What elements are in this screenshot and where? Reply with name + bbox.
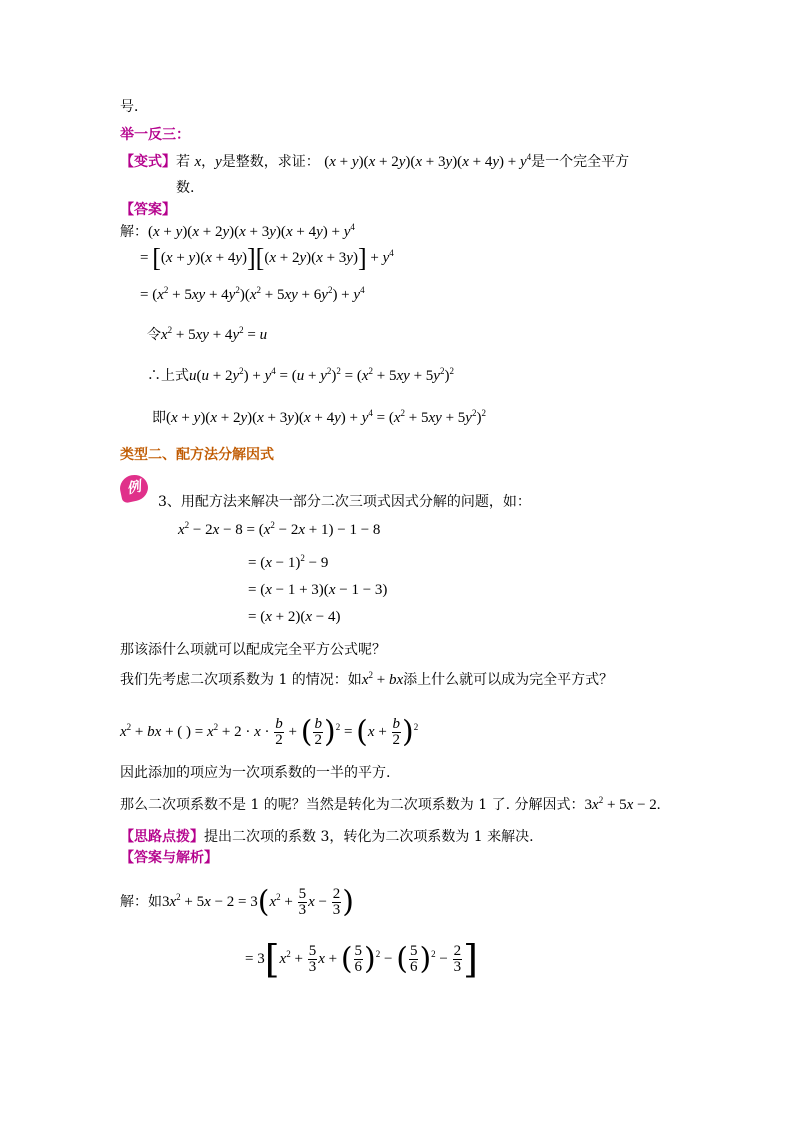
variant-text: 若 <box>176 154 190 170</box>
section-label: 举一反三： <box>120 127 190 143</box>
consider-text-end: 添上什么就可以成为完全平方式？ <box>403 672 614 688</box>
ie-text: 即 <box>152 410 166 426</box>
question-line: 那该添什么项就可以配成完全平方公式呢？ <box>120 642 386 658</box>
hint-tag: 【思路点拨】 <box>120 829 204 845</box>
variant-continuation: 数. <box>176 180 195 196</box>
variant-tag: 【变式】 <box>120 154 176 170</box>
hint-line <box>120 827 534 847</box>
solution-line-3: = $(x^2 + 5xy + 4y^2)(x^2 + 5xy + 6y^2) + y^4$ <box>140 285 365 303</box>
therefore-text: ∴上式 <box>147 368 189 384</box>
example-badge-icon: 例 <box>118 472 151 503</box>
variant-expression: $(x + y)(x + 2y)(x + 3y)(x + 4y) + y^4$ <box>324 152 532 170</box>
hint-text: 提出二次项的系数 3，转化为二次项系数为 1 来解决. <box>204 829 534 845</box>
example-step-2: = $(x - 1)^2 - 9$ <box>248 553 329 571</box>
solve-prefix: 解： <box>120 224 148 240</box>
example-step-1: $x^2 - 2x - 8 = (x^2 - 2x + 1) - 1 - 8$ <box>178 520 381 538</box>
example-step-3: = (x − 1 + 3)(x − 1 − 3) <box>248 582 388 598</box>
example-step-4: = (x + 2)(x − 4) <box>248 609 341 625</box>
solution-line-5: ∴上式$u(u + 2y^2) + y^4 = (u + y^2)^2 = (x^2 + 5xy + 5y^2)^2$ <box>147 366 454 384</box>
extend-text: 那么二次项系数不是 1 的呢？当然是转化为二次项系数为 1 了. 分解因式： <box>120 797 585 813</box>
let-text: 令 <box>147 327 161 343</box>
variant-problem: 【变式】若 x，y是整数，求证： $(x + y)(x + 2y)(x + 3y)(x + 4y) + y^4$是一个完全平方 <box>120 152 630 170</box>
solution-line-4: 令$x^2 + 5xy + 4y^2 = u$ <box>147 325 268 343</box>
solution-line-1: 解：$(x + y)(x + 2y)(x + 3y)(x + 4y) + y^4$ <box>120 222 355 240</box>
solve-prefix2: 解：如 <box>120 894 162 910</box>
variant-comma: ， <box>201 154 216 170</box>
answer-label: 【答案】 <box>120 202 176 218</box>
extend-line: 那么二次项系数不是 1 的呢？当然是转化为二次项系数为 1 了. 分解因式：$3x^2 + 5x - 2$. <box>120 795 661 813</box>
example-intro: 3、用配方法来解决一部分二次三项式因式分解的问题，如： <box>158 494 531 510</box>
variant-prove: 是整数，求证： <box>221 154 320 170</box>
consider-line: 我们先考虑二次项系数为 1 的情况：如$x^2$ + bx添上什么就可以成为完全平方式？ <box>120 670 614 688</box>
analysis-label: 【答案与解析】 <box>120 850 218 866</box>
top-fragment: 号． <box>120 99 148 115</box>
solution-line-6: 即$(x + y)(x + 2y)(x + 3y)(x + 4y) + y^4 = (x^2 + 5xy + 5y^2)^2$ <box>152 408 486 426</box>
analysis-line-1: 解：如$3x^2 + 5x - 2 = 3(x^2$ + $\frac{5}{3}$ x − $\frac{2}{3}$ ) <box>120 884 354 920</box>
variant-claim: 是一个完全平方 <box>531 154 630 170</box>
type2-heading: 类型二、配方法分解因式 <box>120 447 274 463</box>
consider-text: 我们先考虑二次项系数为 1 的情况：如 <box>120 672 362 688</box>
analysis-line-2: = $3[x^2$ + $\frac{5}{3}$ x + ( $\frac{5}{6}$ )$^2$ − ( $\frac{5}{6}$ )$^2$ − $\frac{2}{3}$ ] <box>245 937 478 982</box>
solution-line-2: = $[(x + y)(x + 4y)][(x + 2y)(x + 3y)] + y^4$ <box>140 243 394 273</box>
square-formula: $x^2$ + bx + ( ) = $x^2 + 2 \cdot x$ · $\frac{b}{2}$ + ( $\frac{b}{2}$ )$^2$ = (x + $\frac{b}{2}$ )$^2$ <box>120 714 419 750</box>
conclusion-line: 因此添加的项应为一次项系数的一半的平方. <box>120 765 391 781</box>
